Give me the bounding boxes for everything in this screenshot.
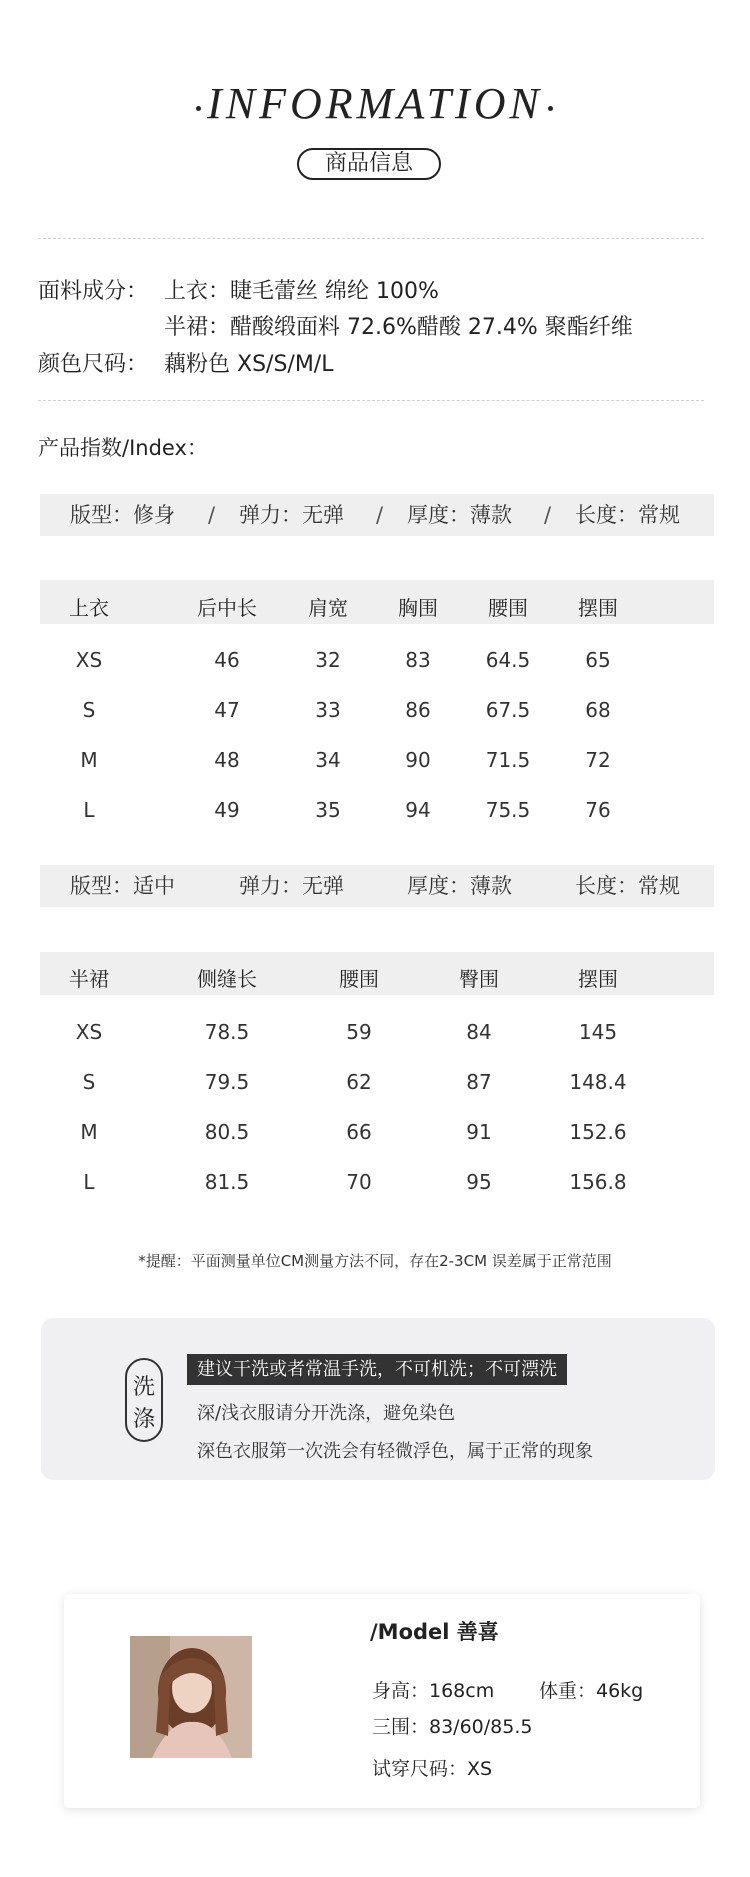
wash-badge-char: 涤 [132,1407,155,1432]
table-cell: 156.8 [569,1170,627,1194]
table-cell: 62 [346,1070,372,1094]
wash-highlight: 建议干洗或者常温手洗，不可机洗；不可漂洗 [187,1354,567,1385]
skirt-thickness: 厚度：薄款 [407,874,512,898]
skirt-table-header [40,952,714,995]
model-measurements: 三围：83/60/85.5 [372,1716,533,1738]
model-weight: 体重：46kg [539,1680,644,1702]
model-photo-icon [130,1636,252,1758]
table-cell: 46 [214,648,240,672]
table-header-cell: 摆围 [578,967,618,991]
divider [38,400,704,401]
top-fit: 版型：修身 [70,503,175,527]
table-cell: 59 [346,1020,372,1044]
table-cell: 81.5 [204,1170,250,1194]
table-header-cell: 上衣 [69,596,109,620]
index-label: 产品指数/Index： [38,436,208,460]
fabric-top-line: 上衣：睫毛蕾丝 绵纶 100% [164,279,439,304]
top-table-header [40,580,714,624]
table-cell: 86 [405,698,431,722]
skirt-length: 长度：常规 [575,874,680,898]
table-header-cell: 臀围 [459,967,499,991]
separator: / [376,503,384,527]
table-cell: 76 [585,798,611,822]
fabric-skirt-line: 半裙：醋酸缎面料 72.6%醋酸 27.4% 聚酯纤维 [164,315,633,340]
model-avatar [130,1636,252,1758]
table-cell: L [83,1170,95,1194]
table-cell: M [80,1120,98,1144]
table-header-cell: 半裙 [69,967,109,991]
table-cell: 83 [405,648,431,672]
table-cell: XS [75,1020,103,1044]
color-size-line: 藕粉色 XS/S/M/L [164,352,334,377]
table-cell: 49 [214,798,240,822]
table-cell: 33 [315,698,341,722]
table-cell: 148.4 [569,1070,627,1094]
separator: / [208,503,216,527]
table-header-cell: 侧缝长 [197,967,257,991]
top-length: 长度：常规 [575,503,680,527]
table-cell: 94 [405,798,431,822]
table-header-cell: 后中长 [197,596,257,620]
top-size-table-body [40,648,714,828]
table-cell: 80.5 [204,1120,250,1144]
table-cell: 78.5 [204,1020,250,1044]
table-cell: 152.6 [569,1120,627,1144]
table-header-cell: 腰围 [488,596,528,620]
wash-line: 深/浅衣服请分开洗涤，避免染色 [197,1403,456,1424]
table-cell: 145 [578,1020,618,1044]
table-header-cell: 胸围 [398,596,438,620]
table-header-cell: 肩宽 [308,596,348,620]
top-thickness: 厚度：薄款 [407,503,512,527]
top-attributes-bar [40,494,714,536]
table-cell: 34 [315,748,341,772]
table-cell: L [83,798,95,822]
skirt-attributes-bar [40,865,714,907]
table-cell: 70 [346,1170,372,1194]
fabric-label: 面料成分： [38,279,149,304]
skirt-fit: 版型：适中 [70,874,175,898]
table-cell: 71.5 [485,748,531,772]
section-subtitle-pill: 商品信息 [297,148,441,180]
model-title: /Model 善喜 [370,1620,499,1644]
table-cell: 72 [585,748,611,772]
divider [38,238,704,239]
table-cell: 75.5 [485,798,531,822]
table-cell: 84 [466,1020,492,1044]
top-elastic: 弹力：无弹 [239,503,344,527]
table-cell: 87 [466,1070,492,1094]
skirt-elastic: 弹力：无弹 [239,874,344,898]
table-cell: 90 [405,748,431,772]
table-header-cell: 腰围 [339,967,379,991]
table-cell: 35 [315,798,341,822]
wash-line: 深色衣服第一次洗会有轻微浮色，属于正常的现象 [197,1441,593,1462]
page-title: INFORMATION [207,79,543,128]
table-cell: 65 [585,648,611,672]
table-header-cell: 摆围 [578,596,618,620]
table-cell: 47 [214,698,240,722]
table-cell: 66 [346,1120,372,1144]
table-cell: XS [75,648,103,672]
header-dot-right [548,106,553,111]
wash-badge-char: 洗 [132,1375,155,1400]
separator: / [544,503,552,527]
table-cell: 79.5 [204,1070,250,1094]
table-cell: M [80,748,98,772]
table-cell: 91 [466,1120,492,1144]
color-label: 颜色尺码： [38,352,149,377]
table-cell: 48 [214,748,240,772]
table-cell: 32 [315,648,341,672]
model-height: 身高：168cm [372,1680,495,1702]
table-cell: 68 [585,698,611,722]
measurement-note: *提醒：平面测量单位CM测量方法不同，存在2-3CM 误差属于正常范围 [138,1252,612,1270]
wash-badge [125,1358,163,1442]
skirt-size-table-body [40,1020,714,1200]
table-cell: 67.5 [485,698,531,722]
table-cell: S [82,1070,96,1094]
table-cell: 95 [466,1170,492,1194]
table-cell: S [82,698,96,722]
table-cell: 64.5 [485,648,531,672]
model-size: 试穿尺码：XS [372,1758,493,1780]
